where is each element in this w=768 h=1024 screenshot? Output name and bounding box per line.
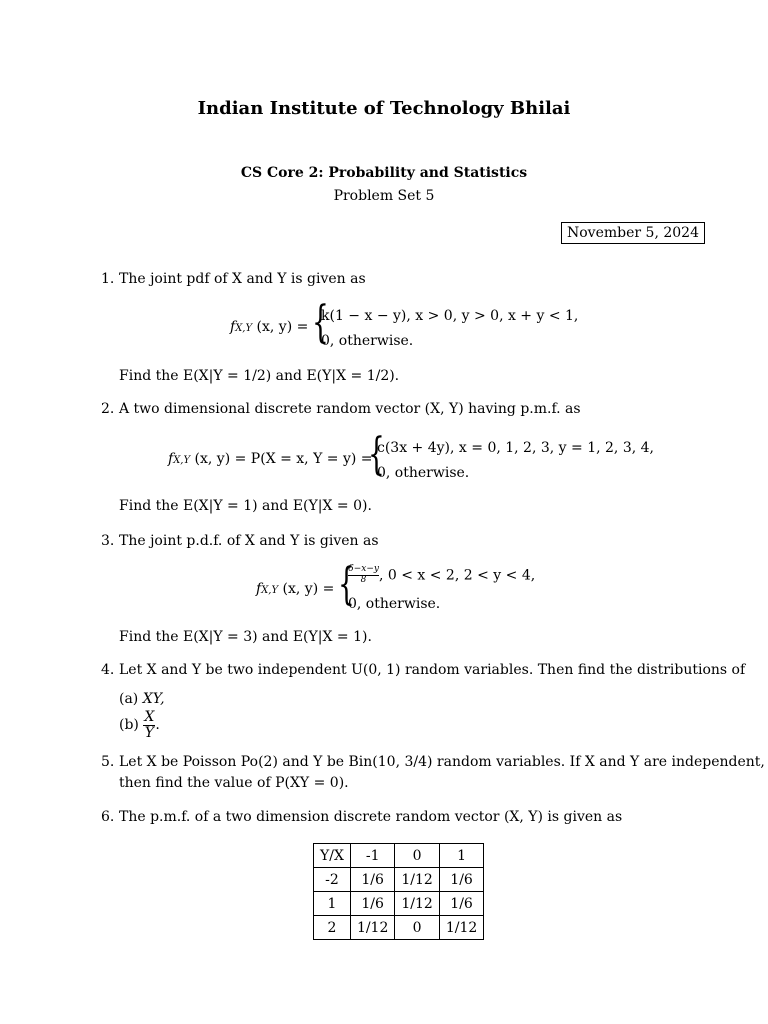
problem-1-brace: {: [312, 297, 329, 348]
pmf-table-cell: 1: [314, 892, 351, 916]
problem-5-line-2: then find the value of P(XY = 0).: [119, 775, 349, 791]
problem-3-fraction: $\frac{6-x-y}{8}$: [348, 564, 379, 585]
pmf-table-header-cell: 0: [395, 844, 439, 868]
pmf-table-cell: 1/6: [439, 892, 483, 916]
pmf-table-cell: 1/12: [439, 916, 483, 940]
problem-2-brace: {: [368, 429, 385, 480]
pmf-table-cell: 1/12: [350, 916, 394, 940]
problem-3-case-2: 0, otherwise.: [348, 596, 441, 612]
problem-set-label: Problem Set 5: [333, 188, 435, 204]
pmf-table-cell: 1/6: [350, 892, 394, 916]
problem-4-part-a: (a) XY,: [119, 691, 165, 707]
problem-1-lhs: fX,Y (x, y) =: [230, 319, 309, 335]
date-box: November 5, 2024: [561, 222, 705, 244]
pmf-table: [313, 843, 484, 940]
pmf-table-cell: -2: [314, 868, 351, 892]
pmf-table-header-cell: Y/X: [314, 844, 351, 868]
problem-3-brace: {: [338, 559, 355, 610]
problem-6-number: 6.: [101, 809, 115, 825]
problem-4-number: 4.: [101, 662, 115, 678]
problem-5-line-1: Let X be Poisson Po(2) and Y be Bin(10, 3/4) random variables. If X and Y are independent,: [119, 754, 765, 770]
pmf-table-cell: 1/6: [439, 868, 483, 892]
problem-2-case-2: 0, otherwise.: [377, 465, 470, 481]
pmf-table-row: [314, 868, 484, 892]
problem-1-case-1: k(1 − x − y), x > 0, y > 0, x + y < 1,: [321, 308, 579, 324]
pmf-table-cell: 1/12: [395, 868, 439, 892]
pmf-table-cell: 1/6: [350, 868, 394, 892]
problem-1-number: 1.: [101, 271, 115, 287]
problem-5-number: 5.: [101, 754, 115, 770]
pmf-table-header-row: [314, 844, 484, 868]
problem-3-case-1: $\frac{6-x-y}{8}$ , 0 < x < 2, 2 < y < 4,: [348, 564, 536, 585]
problem-3-find: Find the E(X|Y = 3) and E(Y|X = 1).: [119, 629, 372, 645]
pmf-table-header-cell: 1: [439, 844, 483, 868]
problem-2-case-1: c(3x + 4y), x = 0, 1, 2, 3, y = 1, 2, 3, 4,: [377, 440, 654, 456]
problem-4-part-b: (b) $\frac{X}{Y}$ .: [119, 709, 160, 741]
problem-3-intro: The joint p.d.f. of X and Y is given as: [119, 533, 379, 549]
problem-3-lhs: fX,Y (x, y) =: [256, 581, 335, 597]
problem-1-case-2: 0, otherwise.: [321, 333, 414, 349]
problem-4-intro: Let X and Y be two independent U(0, 1) random variables. Then find the distributions of: [119, 662, 746, 678]
pmf-table-row: [314, 916, 484, 940]
problem-1-find: Find the E(X|Y = 1/2) and E(Y|X = 1/2).: [119, 368, 400, 384]
pmf-table-cell: 0: [395, 916, 439, 940]
pmf-table-row: [314, 892, 484, 916]
problem-2-number: 2.: [101, 401, 115, 417]
problem-2-lhs: fX,Y (x, y) = P(X = x, Y = y) =: [168, 451, 373, 467]
pmf-table-cell: 2: [314, 916, 351, 940]
problem-6-intro: The p.m.f. of a two dimension discrete random vector (X, Y) is given as: [119, 809, 623, 825]
problem-2-intro: A two dimensional discrete random vector (X, Y) having p.m.f. as: [119, 401, 581, 417]
problem-2-find: Find the E(X|Y = 1) and E(Y|X = 0).: [119, 498, 372, 514]
pmf-table-cell: 1/12: [395, 892, 439, 916]
course-title: CS Core 2: Probability and Statistics: [240, 165, 528, 181]
pmf-table-header-cell: -1: [350, 844, 394, 868]
problem-3-number: 3.: [101, 533, 115, 549]
institute-title: Indian Institute of Technology Bhilai: [197, 98, 571, 119]
problem-4-b-fraction: $\frac{X}{Y}$: [144, 709, 155, 741]
problem-1-intro: The joint pdf of X and Y is given as: [119, 271, 366, 287]
